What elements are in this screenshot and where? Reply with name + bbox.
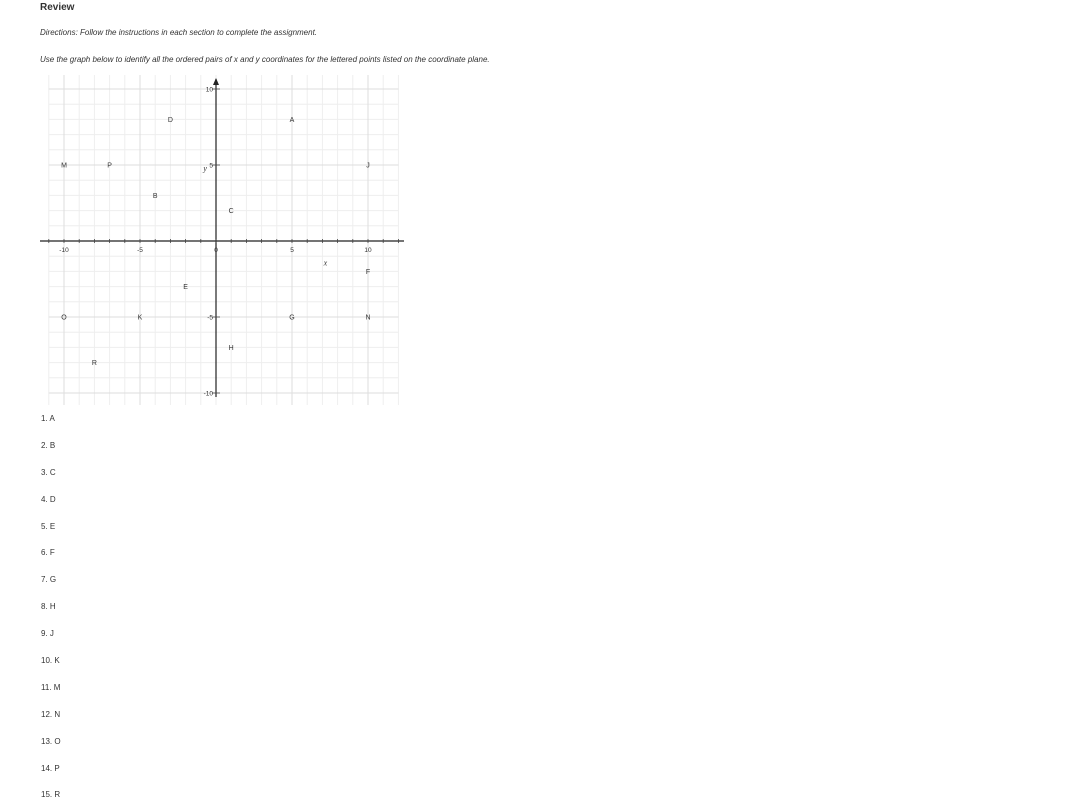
question-item: 4. D	[41, 494, 56, 504]
question-item: 5. E	[41, 521, 56, 531]
x-tick-label: 0	[214, 247, 218, 254]
question-item: 9. J	[41, 629, 54, 639]
point-label-p: P	[107, 162, 112, 170]
coordinate-plane	[40, 75, 404, 405]
y-tick-label: -5	[207, 314, 213, 322]
point-label-a: A	[289, 116, 295, 124]
point-label-g: G	[289, 314, 295, 322]
point-label-o: O	[61, 314, 67, 322]
question-item: 8. H	[41, 602, 56, 612]
question-list	[41, 406, 61, 809]
point-label-f: F	[365, 268, 371, 276]
y-tick-label: 10	[205, 86, 213, 94]
page-title: Review	[40, 2, 75, 13]
point-label-b: B	[152, 192, 158, 200]
question-item: 6. F	[41, 548, 55, 558]
question-item: 3. C	[41, 467, 56, 477]
point-label-e: E	[183, 284, 188, 292]
x-tick-label: 5	[290, 247, 294, 254]
x-tick-label: 10	[364, 247, 372, 254]
y-tick-label: 5	[209, 162, 213, 170]
point-label-c: C	[228, 208, 234, 216]
question-item: 13. O	[41, 736, 61, 746]
point-label-r: R	[91, 360, 97, 368]
point-label-j: J	[366, 162, 370, 170]
question-item: 2. B	[41, 440, 56, 450]
y-axis-arrow-icon	[213, 78, 219, 85]
directions-text: Directions: Follow the instructions in each section to complete the assignment.	[40, 28, 318, 37]
question-item: 15. R	[41, 790, 61, 800]
y-axis-label: y	[203, 163, 207, 173]
point-label-n: N	[365, 314, 371, 322]
question-item: 12. N	[41, 709, 61, 719]
question-item: 10. K	[41, 656, 60, 666]
x-tick-label: -5	[137, 247, 143, 254]
question-item: 1. A	[41, 414, 55, 423]
point-label-k: K	[137, 314, 143, 322]
point-label-h: H	[228, 344, 234, 352]
question-item: 11. M	[41, 682, 61, 692]
point-label-d: D	[167, 116, 173, 124]
instruction-text: Use the graph below to identify all the ordered pairs of x and y coordinates for the lettered points listed on the coordinate plane.	[40, 55, 490, 64]
question-item: 7. G	[41, 575, 57, 585]
y-tick-label: -10	[203, 390, 213, 398]
question-item: 14. P	[41, 763, 60, 773]
point-label-m: M	[61, 162, 67, 170]
x-tick-label: -10	[59, 247, 69, 254]
x-axis-label: x	[323, 258, 328, 268]
